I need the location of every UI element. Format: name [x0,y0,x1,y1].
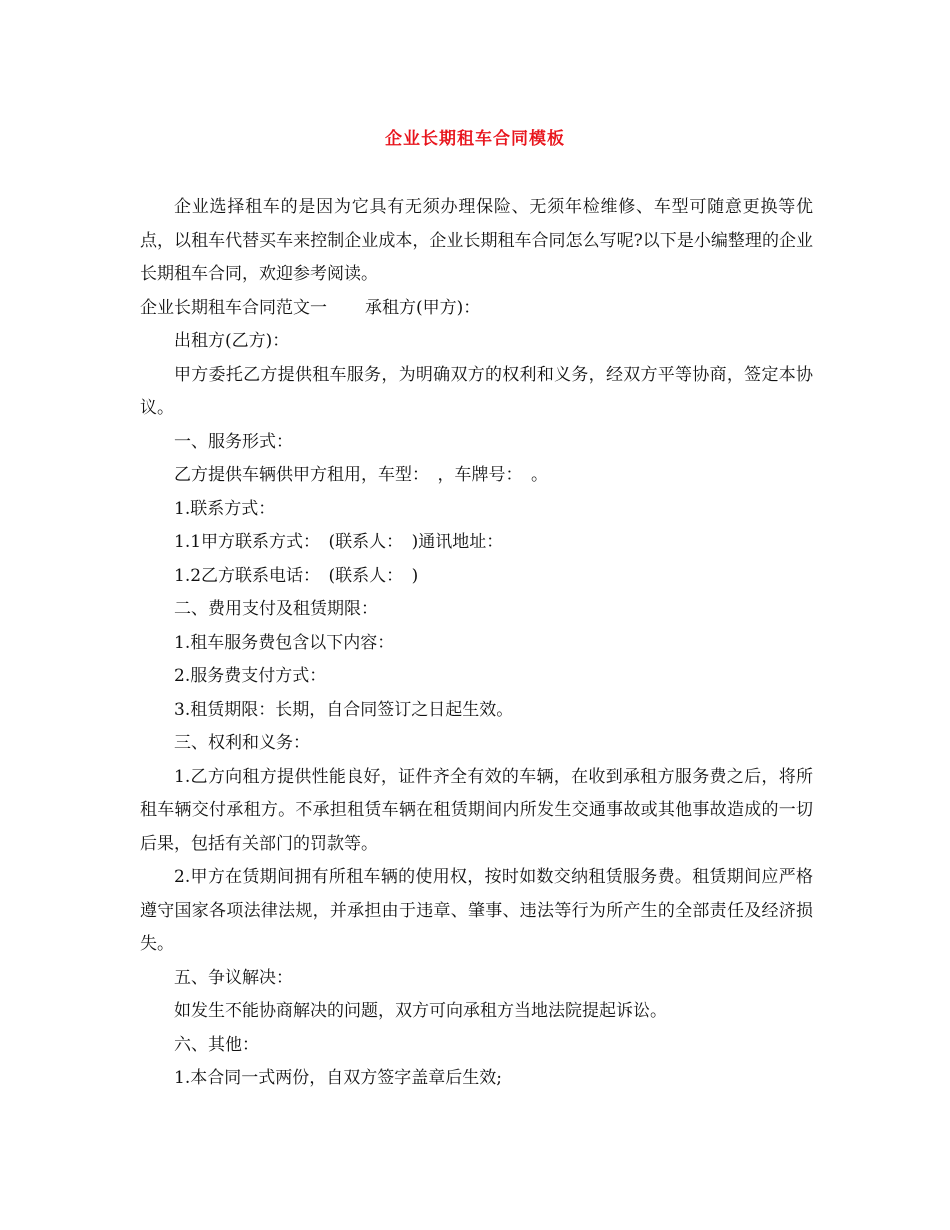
lessee-label: 承租方(甲方)： [365,297,481,318]
section-5-body: 如发生不能协商解决的问题，双方可向承租方当地法院提起诉讼。 [174,1001,667,1021]
document-title: 企业长期租车合同模板 [385,129,565,149]
section-3-1: 1.乙方向租方提供性能良好，证件齐全有效的车辆，在收到承租方服务费之后，将所租车辆交付承租方。不承担租赁车辆在租赁期间内所发生交通事故或其他事故造成的一切后果，包括有关部门的罚款等。 [140,766,813,854]
section-1-1-1: 1.1甲方联系方式： (联系人： )通讯地址： [174,532,504,552]
section-6-1: 1.本合同一式两份，自双方签字盖章后生效; [174,1068,502,1088]
document-body [140,191,813,1096]
section-5-heading: 五、争议解决： [174,967,293,988]
section-2-1: 1.租车服务费包含以下内容： [174,632,395,653]
purpose-paragraph: 甲方委托乙方提供租车服务，为明确双方的权利和义务，经双方平等协商，签定本协议。 [140,364,813,418]
section-2-2: 2.服务费支付方式： [174,666,327,686]
section-2-heading: 二、费用支付及租赁期限： [174,599,378,619]
section-1-1-2: 1.2乙方联系电话： (联系人： ) [174,565,419,586]
sample-line [140,292,813,326]
section-2-3: 3.租赁期限：长期，自合同签订之日起生效。 [174,699,514,720]
section-1-heading: 一、服务形式： [174,431,293,452]
sample-label: 企业长期租车合同范文一 [140,297,327,318]
intro-paragraph: 企业选择租车的是因为它具有无须办理保险、无须年检维修、车型可随意更换等优点，以租车代替买车来控制企业成本，企业长期租车合同怎么写呢?以下是小编整理的企业长期租车合同，欢迎参考阅读。 [140,197,813,284]
section-6-heading: 六、其他： [174,1034,259,1055]
section-3-heading: 三、权利和义务： [174,733,310,753]
section-1-1: 1.联系方式： [174,498,276,519]
section-1-body: 乙方提供车辆供甲方租用，车型： ，车牌号： 。 [174,465,548,485]
lessor-label: 出租方(乙方)： [174,331,290,351]
section-3-2: 2.甲方在赁期间拥有所租车辆的使用权，按时如数交纳租赁服务费。租赁期间应严格遵守国家各项法律法规，并承担由于违章、肇事、违法等行为所产生的全部责任及经济损失。 [140,867,813,954]
